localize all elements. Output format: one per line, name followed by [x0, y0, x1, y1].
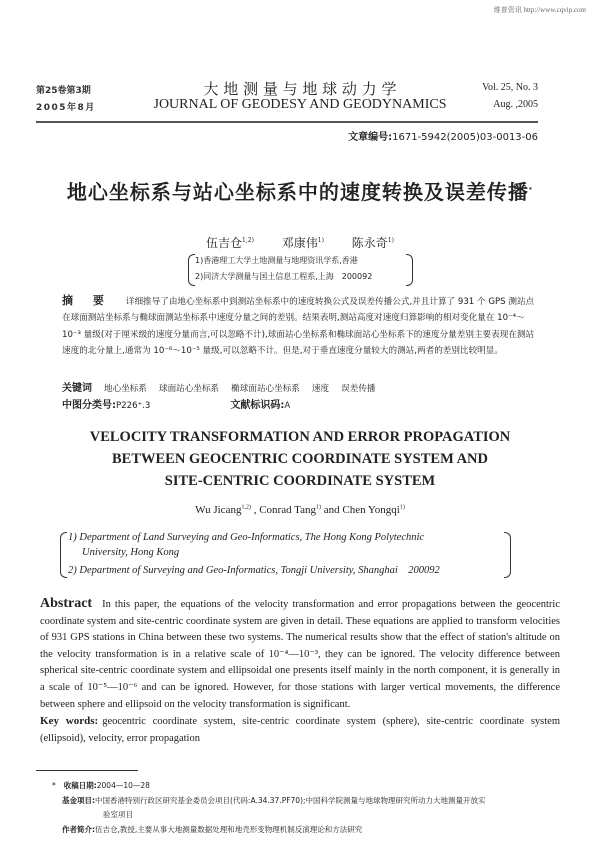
footnote-fund: 基金项目:中国香港特别行政区研究基金委员会项目(代码:A.34.37.PF70);中国科学院测量与地球物理研究所动力大地测量开放实 — [62, 796, 486, 805]
author-cn: 陈永奇$^{1)}$ — [351, 236, 394, 250]
classification: 中图分类号:P226⁺.3 文献标识码:A — [62, 400, 291, 411]
keyword: 误差传播 — [341, 384, 376, 394]
abstract-cn-text: 详细推导了由地心坐标系中到测站坐标系中的速度转换公式及误差传播公式,并且计算了 931 个 GPS 测站点在球面测站坐标系与椭球面测站坐标系中速度分量之间的差别。结果表明,测站高度对速度归算影响的相对变化量在 10⁻⁴～10⁻³ 量级(对于厘米级的速度分量而言,可以忽略不计),球面站心坐标系和椭球面站心坐标系下的速度分量差别主要表现在测站速度的北分量上,通常为 10⁻⁶～10⁻⁵ 量级,可以忽略不计。但是,对于垂直速度分量较大的测站,两者的差别比较明显。 — [62, 297, 535, 357]
journal-cn: 大 地 测 量 与 地 球 动 力 学 — [203, 80, 397, 98]
issue-cn: 第25卷第3期 — [36, 86, 91, 96]
footnote-received: * 收稿日期:2004—10—28 — [52, 781, 150, 790]
title-footnote-mark: * — [528, 186, 534, 194]
footnote-bio: 作者简介:伍吉仓,教授,主要从事大地测量数据处理和地壳形变物理机制反演理论和方法研究 — [62, 825, 363, 834]
abstract-cn-label: 摘 要 — [62, 294, 112, 307]
title-cn — [0, 176, 600, 205]
title-en-line: BETWEEN GEOCENTRIC COORDINATE SYSTEM AND — [112, 451, 488, 467]
article-number — [348, 128, 538, 143]
date-en: Aug. ,2005 — [493, 99, 538, 110]
footnote-rule — [36, 770, 138, 771]
journal-en: JOURNAL OF GEODESY AND GEODYNAMICS — [153, 97, 447, 112]
article-number-label: 文章编号: — [348, 132, 393, 143]
affiliation-en: University, Hong Kong — [82, 547, 180, 558]
keyword: 球面站心坐标系 — [158, 384, 220, 394]
abstract-en — [40, 596, 560, 747]
affiliation-en: 2) Department of Surveying and Geo-Informatics, Tongji University, Shanghai 200092 — [68, 565, 440, 576]
abstract-en-text: In this paper, the equations of the velocity transformation and error propagations between the geocentric coordinate system and site-centric coordinate system are given in detail. These equations are applied to transform velocities of 931 GPS stations in China between these two systems. The numerical results show that the effect of station's altitude on the velocity transformation is in a relative scale of 10⁻⁴—10⁻³, they can be ignored. The velocity difference between spherical site-centric coordinate system and ellipsoidal one presents itself mainly in the north component, it is generally in a scale of 10⁻⁵—10⁻⁶ and can be ignored. However, for those stations with larger vertical movements, the difference between sphere and ellipsoid on the velocity transformation is significant. — [40, 599, 560, 710]
authors-cn — [0, 234, 600, 251]
volume: Vol. 25, No. 3 — [482, 82, 538, 93]
keyword: 椭球面站心坐标系 — [231, 384, 300, 394]
keywords-en-label: Key words: — [40, 715, 99, 728]
keywords-cn: 关键词 地心坐标系 球面站心坐标系 椭球面站心坐标系 速度 误差传播 — [62, 383, 376, 394]
footnote-fund-cont: 验室项目 — [103, 810, 133, 819]
bracket-right — [406, 254, 413, 286]
bracket-left — [188, 254, 195, 286]
header-rule — [36, 121, 538, 123]
bracket-right — [504, 532, 511, 578]
keywords-en-text: geocentric coordinate system, site-centric coordinate system (sphere), site-centric coordinate system (ellipsoid), velocity, error propagation — [40, 716, 560, 744]
date-cn: 2005年8月 — [36, 103, 96, 113]
abstract-en-label: Abstract — [40, 596, 93, 611]
keyword: 速度 — [311, 384, 330, 394]
affiliation-cn: 2)同济大学测量与国土信息工程系,上海 200092 — [195, 272, 373, 281]
affiliation-en: 1) Department of Land Surveying and Geo-Informatics, The Hong Kong Polytechnic — [68, 532, 425, 543]
title-en-line: VELOCITY TRANSFORMATION AND ERROR PROPAGATION — [89, 429, 511, 445]
title-en-line: SITE-CENTRIC COORDINATE SYSTEM — [164, 473, 436, 489]
watermark: 维普资讯 http://www.cqvip.com — [493, 6, 586, 14]
article-number-value: 1671-5942(2005)03-0013-06 — [392, 132, 538, 143]
affiliation-cn: 1)香港理工大学土地测量与地理资讯学系,香港 — [195, 256, 358, 265]
author-cn: 伍吉仓$^{1,2)}$ — [206, 236, 254, 250]
title-cn-text: 地心坐标系与站心坐标系中的速度转换及误差传播 — [66, 180, 529, 204]
author-cn: 邓康伟$^{1)}$ — [281, 236, 324, 250]
bracket-left — [60, 532, 67, 578]
authors-en: Wu Jicang$^{1,2)}$ , Conrad Tang$^{1)}$ and Chen Yongqi$^{1)}$ — [195, 504, 405, 516]
keyword: 地心坐标系 — [104, 384, 147, 394]
abstract-cn — [62, 293, 540, 360]
